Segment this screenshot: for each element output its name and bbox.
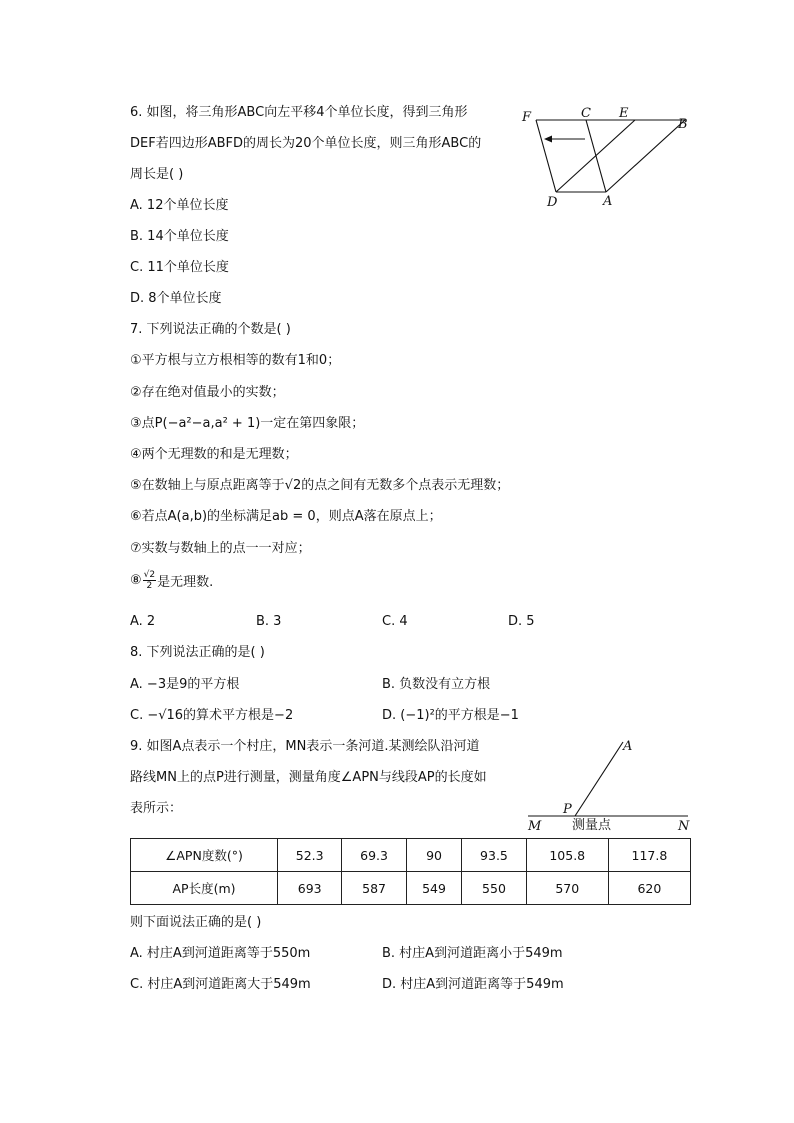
fig6-label-b: B [678, 117, 688, 132]
q9-row2-cell: 620 [608, 872, 690, 905]
q7-statement-1: ①平方根与立方根相等的数有1和0； [130, 353, 341, 368]
q8-option-d: D. (−1)²的平方根是−1 [382, 708, 519, 723]
q9-row1-cell: 69.3 [342, 839, 406, 872]
q9-row2-cell: 693 [278, 872, 342, 905]
fig6-line-de [556, 120, 635, 192]
q9-row1-cell: 52.3 [278, 839, 342, 872]
q6-translation-figure [515, 100, 700, 212]
q6-option-d: D. 8个单位长度 [130, 291, 222, 306]
fig9-segment-pa [575, 742, 623, 816]
fig6-label-f: F [522, 110, 532, 125]
q6-option-b: B. 14个单位长度 [130, 229, 229, 244]
fig6-label-a: A [603, 194, 613, 209]
q7-s8-numerator: √2 [143, 570, 156, 580]
q9-option-a: A. 村庄A到河道距离等于550m [130, 946, 311, 961]
q7-statement-3: ③点P(−a²−a,a² + 1)一定在第四象限； [130, 416, 365, 431]
q6-option-a: A. 12个单位长度 [130, 198, 229, 213]
q7-option-b: B. 3 [256, 614, 282, 629]
q7-statement-8 [130, 570, 213, 591]
q6-stem-line2: DEF若四边形ABFD的周长为20个单位长度，则三角形ABC的 [130, 136, 482, 151]
q7-s8-suffix: 是无理数. [157, 575, 214, 590]
q9-row1-cell: 93.5 [462, 839, 526, 872]
q7-stem: 7. 下列说法正确的个数是( ) [130, 322, 291, 337]
fig9-label-p: P [563, 802, 572, 817]
q7-statement-2: ②存在绝对值最小的实数； [130, 385, 285, 400]
q9-stem-line1: 9. 如图A点表示一个村庄，MN表示一条河道.某测绘队沿河道 [130, 739, 480, 754]
q9-row2-header: AP长度(m) [131, 872, 278, 905]
fig6-line-ab [606, 120, 685, 192]
fig6-label-e: E [619, 106, 629, 121]
q9-stem-line2: 路线MN上的点P进行测量，测量角度∠APN与线段AP的长度如 [130, 770, 487, 785]
q8-option-c: C. −√16的算术平方根是−2 [130, 708, 294, 723]
q9-row2-cell: 550 [462, 872, 526, 905]
q7-option-d: D. 5 [508, 614, 535, 629]
q8-option-a: A. −3是9的平方根 [130, 677, 240, 692]
fig9-label-m: M [528, 819, 542, 834]
q9-option-c: C. 村庄A到河道距离大于549m [130, 977, 311, 992]
q8-stem: 8. 下列说法正确的是( ) [130, 645, 265, 660]
q7-s8-prefix: ⑧ [130, 573, 142, 588]
q7-s8-fraction [143, 570, 156, 591]
fig6-arrow-head [544, 136, 552, 143]
fig9-label-n: N [678, 819, 690, 834]
fig6-line-fd [536, 120, 556, 192]
q9-row1-header: ∠APN度数(°) [131, 839, 278, 872]
q9-data-table [130, 838, 691, 905]
q9-river-figure [520, 735, 700, 835]
fig9-label-mid: 测量点 [572, 818, 612, 833]
q9-row1-cell: 90 [406, 839, 462, 872]
q8-option-b: B. 负数没有立方根 [382, 677, 491, 692]
q7-option-c: C. 4 [382, 614, 408, 629]
q9-option-d: D. 村庄A到河道距离等于549m [382, 977, 564, 992]
q6-stem-line3: 周长是( ) [130, 167, 184, 182]
q7-statement-7: ⑦实数与数轴上的点一一对应； [130, 541, 311, 556]
table-row [131, 872, 691, 905]
q9-row2-cell: 549 [406, 872, 462, 905]
q9-ask: 则下面说法正确的是( ) [130, 915, 262, 930]
q9-option-b: B. 村庄A到河道距离小于549m [382, 946, 563, 961]
q9-row1-cell: 117.8 [608, 839, 690, 872]
q9-row2-cell: 570 [526, 872, 608, 905]
fig6-label-d: D [547, 195, 558, 210]
fig6-label-c: C [581, 106, 591, 121]
table-row [131, 839, 691, 872]
q7-statement-4: ④两个无理数的和是无理数； [130, 447, 298, 462]
fig9-label-a: A [623, 739, 633, 754]
q9-row1-cell: 105.8 [526, 839, 608, 872]
q9-stem-line3: 表所示： [130, 801, 183, 816]
q7-statement-6: ⑥若点A(a,b)的坐标满足ab = 0，则点A落在原点上； [130, 509, 442, 524]
q7-statement-5: ⑤在数轴上与原点距离等于√2的点之间有无数多个点表示无理数； [130, 478, 510, 493]
q7-s8-denominator: 2 [146, 581, 153, 591]
q6-option-c: C. 11个单位长度 [130, 260, 229, 275]
q9-row2-cell: 587 [342, 872, 406, 905]
q6-stem-line1: 6. 如图，将三角形ABC向左平移4个单位长度，得到三角形 [130, 105, 468, 120]
q7-option-a: A. 2 [130, 614, 156, 629]
